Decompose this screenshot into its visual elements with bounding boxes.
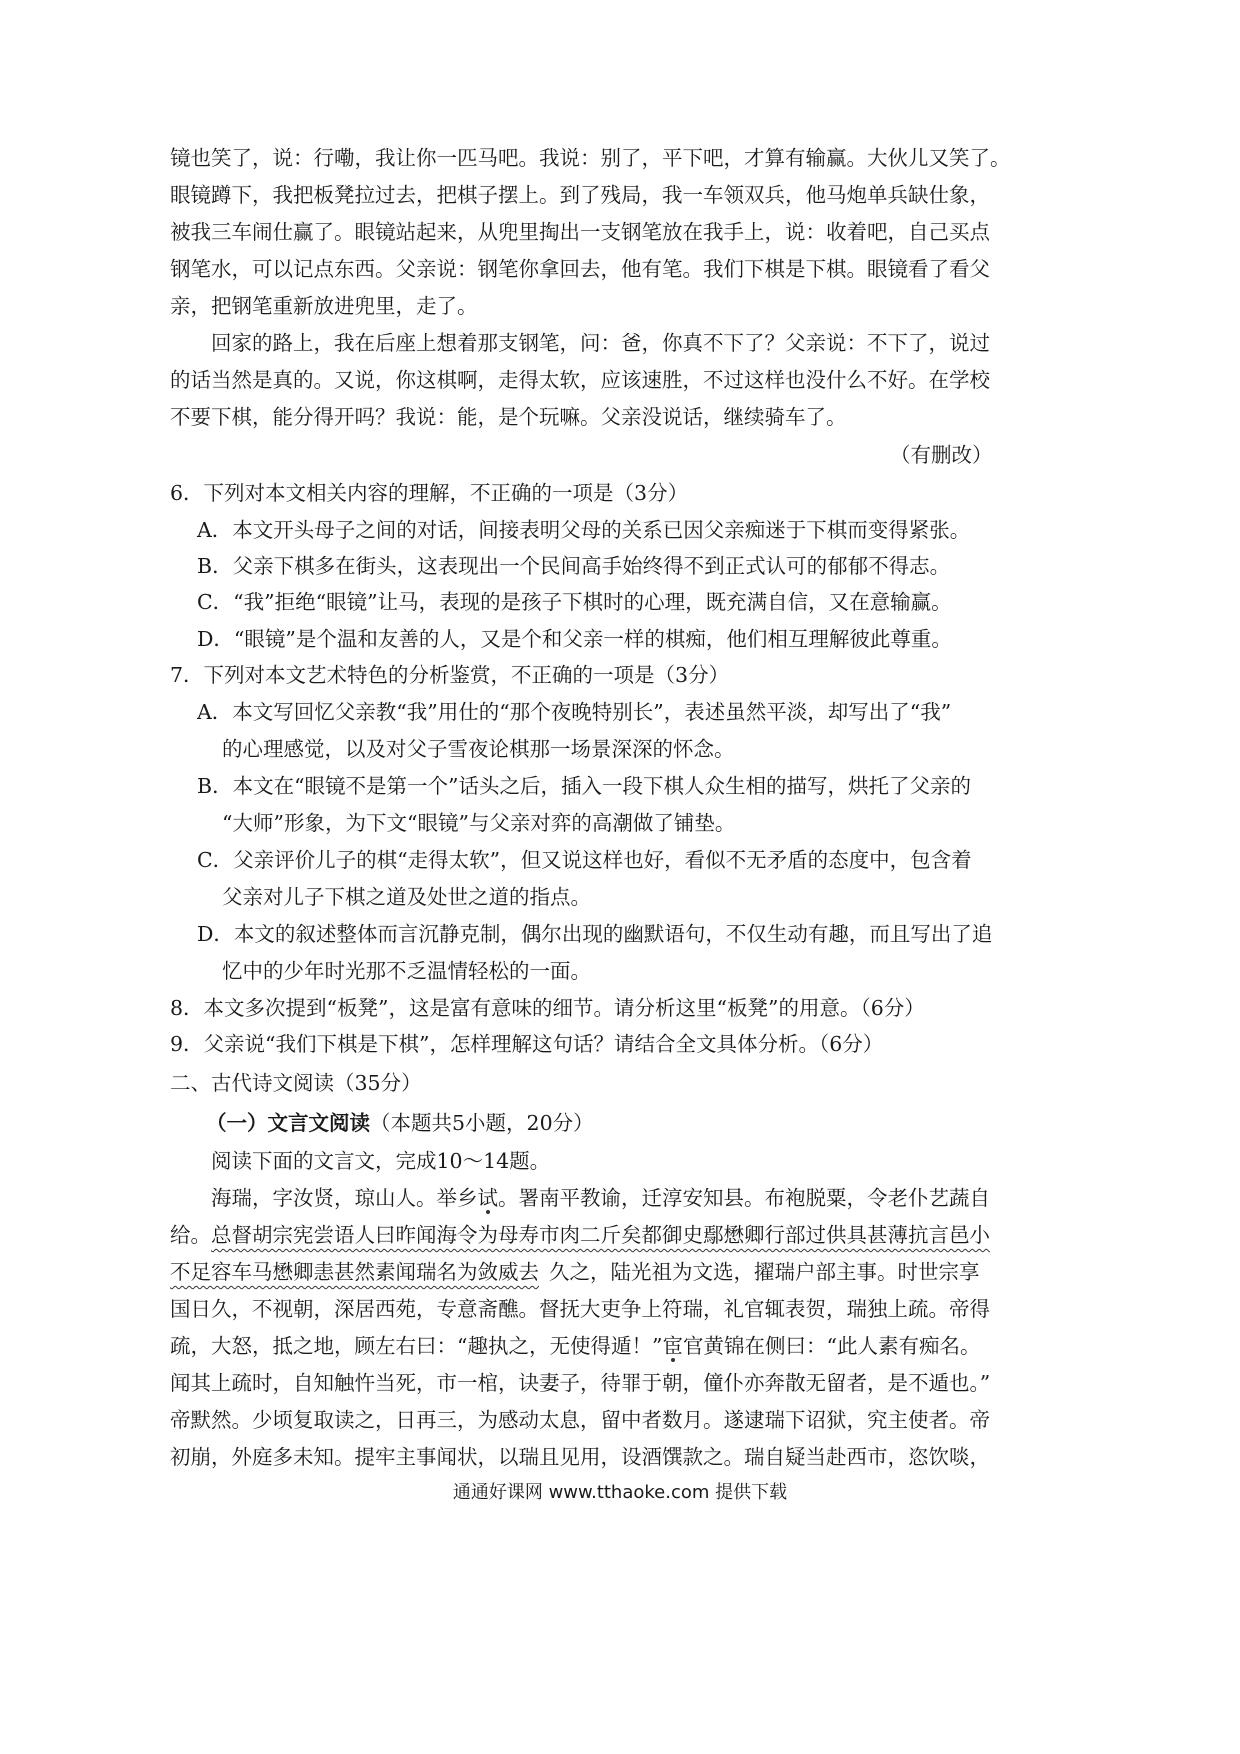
section-heading: 二、古代诗文阅读（35分） bbox=[170, 1071, 422, 1095]
classical-text-line bbox=[211, 1179, 990, 1217]
question-6-stem: 6．下列对本文相关内容的理解，不正确的一项是（3分） bbox=[170, 481, 689, 505]
story-line: 的话当然是真的。又说，你这棋啊，走得太软，应该速胜，不过这样也没什么不好。在学校 bbox=[170, 368, 990, 392]
page-footer: 通通好课网 www.tthaoke.com 提供下载 bbox=[452, 1482, 788, 1503]
classical-text-line bbox=[170, 1253, 980, 1291]
option-b: B．本文在“眼镜不是第一个”话头之后，插入一段下棋人众生相的描写，烘托了父亲的 bbox=[197, 774, 972, 798]
emphasis-char: 宦 bbox=[662, 1334, 683, 1358]
option-b-cont: “大师”形象，为下文“眼镜”与父亲对弈的高潮做了铺垫。 bbox=[222, 811, 736, 835]
option-d-cont: 忆中的少年时光那不乏温情轻松的一面。 bbox=[222, 959, 591, 983]
question-9: 9．父亲说“我们下棋是下棋”，怎样理解这句话？请结合全文具体分析。（6分） bbox=[170, 1032, 884, 1056]
text-segment: 久之，陆光祖为文选，擢瑞户部主事。时世宗享 bbox=[549, 1260, 980, 1284]
text-segment: 疏，大怒，抵之地，顾左右曰：“趣执之，无使得遁！” bbox=[170, 1334, 663, 1358]
underlined-passage: 不足容车马懋卿恚甚然素闻瑞名为敛威去 bbox=[170, 1260, 539, 1284]
question-8: 8．本文多次提到“板凳”，这是富有意味的细节。请分析这里“板凳”的用意。（6分） bbox=[170, 996, 925, 1020]
option-d: D．“眼镜”是个温和友善的人，又是个和父亲一样的棋痴，他们相互理解彼此尊重。 bbox=[197, 627, 952, 651]
text-segment: 海瑞，字汝贤，琼山人。举乡 bbox=[211, 1186, 478, 1210]
classical-text-line: 闻其上疏时，自知触忤当死，市一棺，诀妻子，待罪于朝，僮仆亦奔散无留者，是不遁也。” bbox=[170, 1371, 991, 1395]
underlined-passage: 总督胡宗宪尝语人曰昨闻海令为母寿市肉二斤矣都御史鄢懋卿行部过供具甚薄抗言邑小 bbox=[211, 1223, 990, 1247]
subsection-heading bbox=[206, 1104, 594, 1142]
edited-note: （有删改） bbox=[890, 443, 993, 467]
text-segment: 官黄锦在侧曰：“此人素有痴名。 bbox=[682, 1334, 981, 1358]
option-b: B．父亲下棋多在街头，这表现出一个民间高手始终得不到正式认可的郁郁不得志。 bbox=[197, 554, 951, 578]
text-segment: 。署南平教谕，迁淳安知县。布袍脱粟，令老仆艺蔬自 bbox=[498, 1186, 990, 1210]
option-c-cont: 父亲对儿子下棋之道及处世之道的指点。 bbox=[222, 885, 591, 909]
reading-instruction: 阅读下面的文言文，完成10～14题。 bbox=[211, 1149, 551, 1173]
story-line: 镜也笑了，说：行嘞，我让你一匹马吧。我说：别了，平下吧，才算有输赢。大伙儿又笑了。 bbox=[170, 146, 1011, 170]
subsection-score: （本题共5小题，20分） bbox=[370, 1111, 594, 1135]
emphasis-char: 试 bbox=[477, 1186, 498, 1210]
classical-text-line bbox=[170, 1216, 990, 1254]
option-a-cont: 的心理感觉，以及对父子雪夜论棋那一场景深深的怀念。 bbox=[222, 737, 735, 761]
subsection-title: （一）文言文阅读 bbox=[206, 1111, 370, 1135]
classical-text-line bbox=[170, 1327, 980, 1365]
classical-text-line: 初崩，外庭多未知。提牢主事闻状，以瑞且见用，设酒馔款之。瑞自疑当赴西市，恣饮啖， bbox=[170, 1445, 990, 1469]
question-7-stem: 7．下列对本文艺术特色的分析鉴赏，不正确的一项是（3分） bbox=[170, 663, 730, 687]
option-a: A．本文开头母子之间的对话，间接表明父母的关系已因父亲痴迷于下棋而变得紧张。 bbox=[197, 518, 971, 542]
option-a: A．本文写回忆父亲教“我”用仕的“那个夜晚特别长”，表述虽然平淡，却写出了“我” bbox=[197, 700, 952, 724]
option-c: C．“我”拒绝“眼镜”让马，表现的是孩子下棋时的心理，既充满自信，又在意输赢。 bbox=[197, 590, 952, 614]
story-line: 被我三车闹仕赢了。眼镜站起来，从兜里掏出一支钢笔放在我手上，说：收着吧，自己买点 bbox=[170, 220, 990, 244]
option-d: D．本文的叙述整体而言沉静克制，偶尔出现的幽默语句，不仅生动有趣，而且写出了追 bbox=[197, 922, 993, 946]
story-line: 钢笔水，可以记点东西。父亲说：钢笔你拿回去，他有笔。我们下棋是下棋。眼镜看了看父 bbox=[170, 257, 990, 281]
option-c: C．父亲评价儿子的棋“走得太软”，但又说这样也好，看似不无矛盾的态度中，包含着 bbox=[197, 848, 972, 872]
story-line: 亲，把钢笔重新放进兜里，走了。 bbox=[170, 294, 478, 318]
text-segment: 给。 bbox=[170, 1223, 211, 1247]
story-line: 回家的路上，我在后座上想着那支钢笔，问：爸，你真不下了？父亲说：不下了，说过 bbox=[211, 331, 990, 355]
classical-text-line: 帝默然。少顷复取读之，日再三，为感动太息，留中者数月。遂逮瑞下诏狱，究主使者。帝 bbox=[170, 1408, 990, 1432]
story-line: 眼镜蹲下，我把板凳拉过去，把棋子摆上。到了残局，我一车领双兵，他马炮单兵缺仕象， bbox=[170, 183, 990, 207]
classical-text-line: 国日久，不视朝，深居西苑，专意斋醮。督抚大吏争上符瑞，礼官辄表贺，瑞独上疏。帝得 bbox=[170, 1297, 990, 1321]
story-line: 不要下棋，能分得开吗？我说：能，是个玩嘛。父亲没说话，继续骑车了。 bbox=[170, 405, 847, 429]
